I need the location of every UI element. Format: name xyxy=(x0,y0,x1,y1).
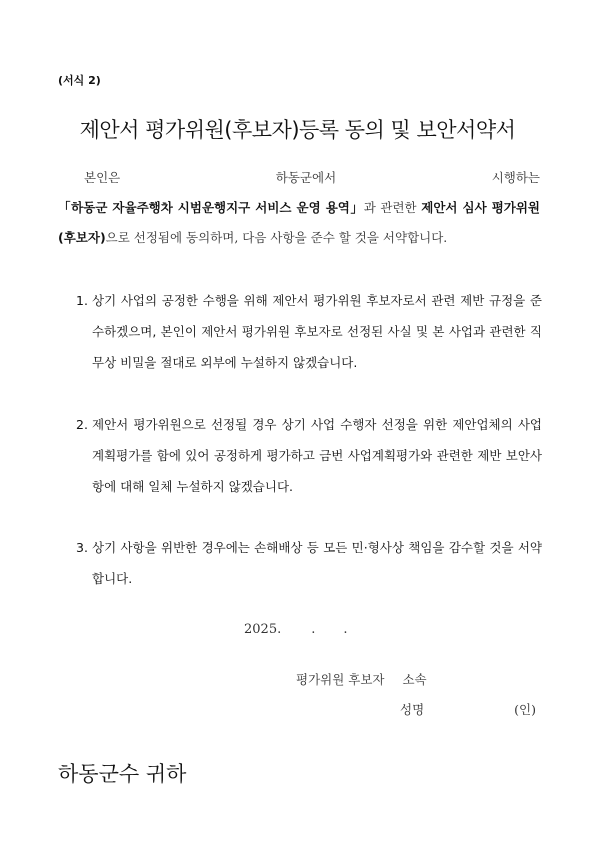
affiliation-label: 평가위원 후보자 xyxy=(296,672,385,687)
name-label: 성명 xyxy=(400,702,425,717)
item-number: 2. xyxy=(76,417,88,432)
item-number: 1. xyxy=(76,293,88,308)
date-year: 2025. xyxy=(244,622,282,637)
affiliation-line xyxy=(296,670,427,688)
intro-paragraph xyxy=(58,163,540,253)
recipient: 하동군수 귀하 xyxy=(58,762,187,786)
role-name: 제안서 심사 평가위원(후보자) xyxy=(58,200,540,245)
item-text: 상기 사업의 공정한 수행을 위해 제안서 평가위원 후보자로서 관련 제반 규정을 준수하겠으며, 본인이 제안서 평가위원 후보자로 선정된 사실 및 본 사업과 관련한 직무상 비밀을 절대로 외부에 누설하지 않겠습니다. xyxy=(92,293,542,370)
intro-text-3: 으로 선정됨에 동의하며, 다음 사항을 준수 할 것을 서약합니다. xyxy=(105,230,448,245)
date-month-sep: . xyxy=(311,622,316,637)
affiliation-field: 소속 xyxy=(402,672,427,687)
item-text: 상기 사항을 위반한 경우에는 손해배상 등 모든 민·형사상 책임을 감수할 것을 서약합니다. xyxy=(92,540,542,586)
pledge-item-2 xyxy=(76,409,542,502)
name-line xyxy=(400,700,536,718)
document-title: 제안서 평가위원(후보자)등록 동의 및 보안서약서 xyxy=(79,118,516,142)
intro-text-2: 과 관련한 xyxy=(363,200,422,215)
pledge-item-3 xyxy=(76,532,542,594)
item-number: 3. xyxy=(76,540,88,555)
project-name: 「하동군 자율주행차 시범운행지구 서비스 운영 용역」 xyxy=(58,200,364,215)
seal-mark: (인) xyxy=(514,702,536,717)
form-number: (서식 2) xyxy=(58,74,101,87)
intro-text-1: 본인은 하동군에서 시행하는 xyxy=(84,170,540,185)
date-day-sep: . xyxy=(343,622,348,637)
date-line xyxy=(244,622,348,637)
item-text: 제안서 평가위원으로 선정될 경우 상기 사업 수행자 선정을 위한 제안업체의 사업계획평가를 함에 있어 공정하게 평가하고 금번 사업계획평가와 관련한 제반 보안사항에 대해 일체 누설하지 않겠습니다. xyxy=(92,417,542,494)
pledge-item-1 xyxy=(76,285,542,378)
